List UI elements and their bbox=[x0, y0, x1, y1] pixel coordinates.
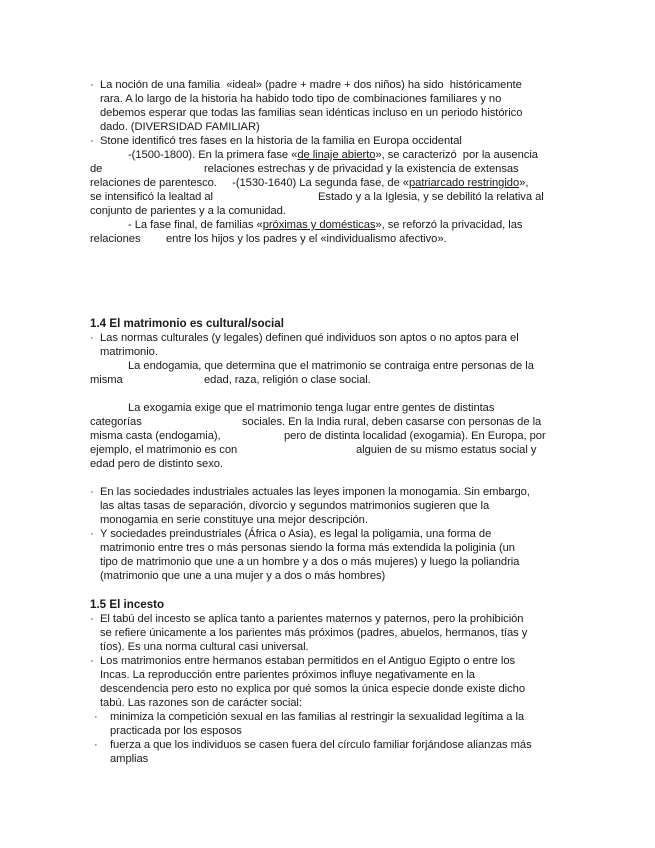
text-line: sociales. En la India rural, deben casarse con personas de la bbox=[242, 416, 542, 428]
bullet-marker: · bbox=[94, 711, 98, 723]
text-line: ejemplo, el matrimonio es con bbox=[90, 444, 238, 456]
text-line: categorías bbox=[90, 416, 142, 428]
text-line: alguien de su mismo estatus social y bbox=[356, 444, 537, 456]
text-line: fuerza a que los individuos se casen fuera del círculo familiar forjándose alianzas más bbox=[110, 739, 532, 751]
bullet-marker: · bbox=[90, 613, 94, 625]
text-line: conjunto de parientes y a la comunidad. bbox=[90, 205, 286, 217]
text-line: relaciones de parentesco. -(1530-1640) La segunda fase, de «patriarcado restringido», bbox=[90, 177, 529, 189]
bullet-marker: · bbox=[90, 79, 94, 91]
text-line: La endogamia, que determina que el matrimonio se contraiga entre personas de la bbox=[128, 360, 534, 372]
text-line: tipo de matrimonio que une a un hombre y a dos o más mujeres) y luego la poliandria bbox=[100, 556, 520, 568]
text-line: monogamia en serie constituye una mejor descripción. bbox=[100, 514, 368, 526]
text-line: Estado y a la Iglesia, y se debilitó la relativa al bbox=[318, 191, 544, 203]
text-line: tíos). Es una norma cultural casi universal. bbox=[100, 641, 309, 653]
underlined-term: patriarcado restringido bbox=[408, 177, 520, 189]
text-line: pero de distinta localidad (exogamia). En Europa, por bbox=[284, 430, 546, 442]
text-line: tabú. Las razones son de carácter social: bbox=[100, 697, 302, 709]
text-line: misma casta (endogamia), bbox=[90, 430, 221, 442]
text-line: se refiere únicamente a los parientes más próximos (padres, abuelos, hermanos, tías y bbox=[100, 627, 528, 639]
text-line: amplias bbox=[110, 753, 149, 765]
text-line: El tabú del incesto se aplica tanto a parientes maternos y paternos, pero la prohibición bbox=[100, 613, 524, 625]
text-line: se intensificó la lealtad al bbox=[90, 191, 213, 203]
text-line: Los matrimonios entre hermanos estaban permitidos en el Antiguo Egipto o entre los bbox=[100, 655, 516, 667]
bullet-marker: · bbox=[90, 655, 94, 667]
text-line: debemos esperar que todas las familias sean idénticas incluso en un periodo histórico bbox=[100, 107, 523, 119]
text-line: de bbox=[90, 163, 103, 175]
text-line: descendencia pero esto no explica por qué somos la única especie donde existe dicho bbox=[100, 683, 525, 695]
text-line: entre los hijos y los padres y el «individualismo afectivo». bbox=[166, 233, 447, 245]
text-line: matrimonio. bbox=[100, 346, 158, 358]
text-line: -(1500-1800). En la primera fase «de linaje abierto», se caracterizó por la ausencia bbox=[128, 149, 538, 161]
text-line: Y sociedades preindustriales (África o Asia), es legal la poligamia, una forma de bbox=[100, 528, 492, 540]
text-line: dado. (DIVERSIDAD FAMILIAR) bbox=[100, 121, 260, 133]
text-line: edad pero de distinto sexo. bbox=[90, 458, 223, 470]
text-line: (matrimonio que une a una mujer y a dos o más hombres) bbox=[100, 570, 386, 582]
text-line: misma bbox=[90, 374, 123, 386]
text-line: Las normas culturales (y legales) definen qué individuos son aptos o no aptos para el bbox=[100, 332, 519, 344]
text-line: minimiza la competición sexual en las familias al restringir la sexualidad legítima a la bbox=[110, 711, 525, 723]
text-line: La noción de una familia «ideal» (padre + madre + dos niños) ha sido históricamente bbox=[100, 79, 522, 91]
bullet-marker: · bbox=[90, 332, 94, 344]
text-line: las altas tasas de separación, divorcio y segundos matrimonios sugieren que la bbox=[100, 500, 490, 512]
text-line: La exogamia exige que el matrimonio tenga lugar entre gentes de distintas bbox=[128, 402, 495, 414]
text-line: En las sociedades industriales actuales las leyes imponen la monogamia. Sin embargo, bbox=[100, 486, 530, 498]
text-line: relaciones bbox=[90, 233, 141, 245]
text-line: Stone identificó tres fases en la historia de la familia en Europa occidental bbox=[100, 135, 462, 147]
bullet-marker: · bbox=[90, 486, 94, 498]
section-heading: 1.4 El matrimonio es cultural/social bbox=[90, 317, 284, 330]
text-line: matrimonio entre tres o más personas siendo la forma más extendida la poliginia (un bbox=[100, 542, 515, 554]
text-line: rara. A lo largo de la historia ha habido todo tipo de combinaciones familiares y no bbox=[100, 93, 502, 105]
underlined-term: de linaje abierto bbox=[297, 149, 376, 161]
bullet-marker: · bbox=[90, 135, 94, 147]
text-line: Incas. La reproducción entre parientes próximos influye negativamente en la bbox=[100, 669, 475, 681]
bullet-marker: · bbox=[90, 528, 94, 540]
text-line: practicada por los esposos bbox=[110, 725, 242, 737]
section-heading: 1.5 El incesto bbox=[90, 598, 165, 611]
text-line: - La fase final, de familias «próximas y domésticas», se reforzó la privacidad, las bbox=[128, 219, 523, 231]
underlined-term: próximas y domésticas bbox=[262, 219, 376, 231]
bullet-marker: · bbox=[94, 739, 98, 751]
text-line: edad, raza, religión o clase social. bbox=[204, 374, 371, 386]
text-line: relaciones estrechas y de privacidad y la existencia de extensas bbox=[204, 163, 519, 175]
